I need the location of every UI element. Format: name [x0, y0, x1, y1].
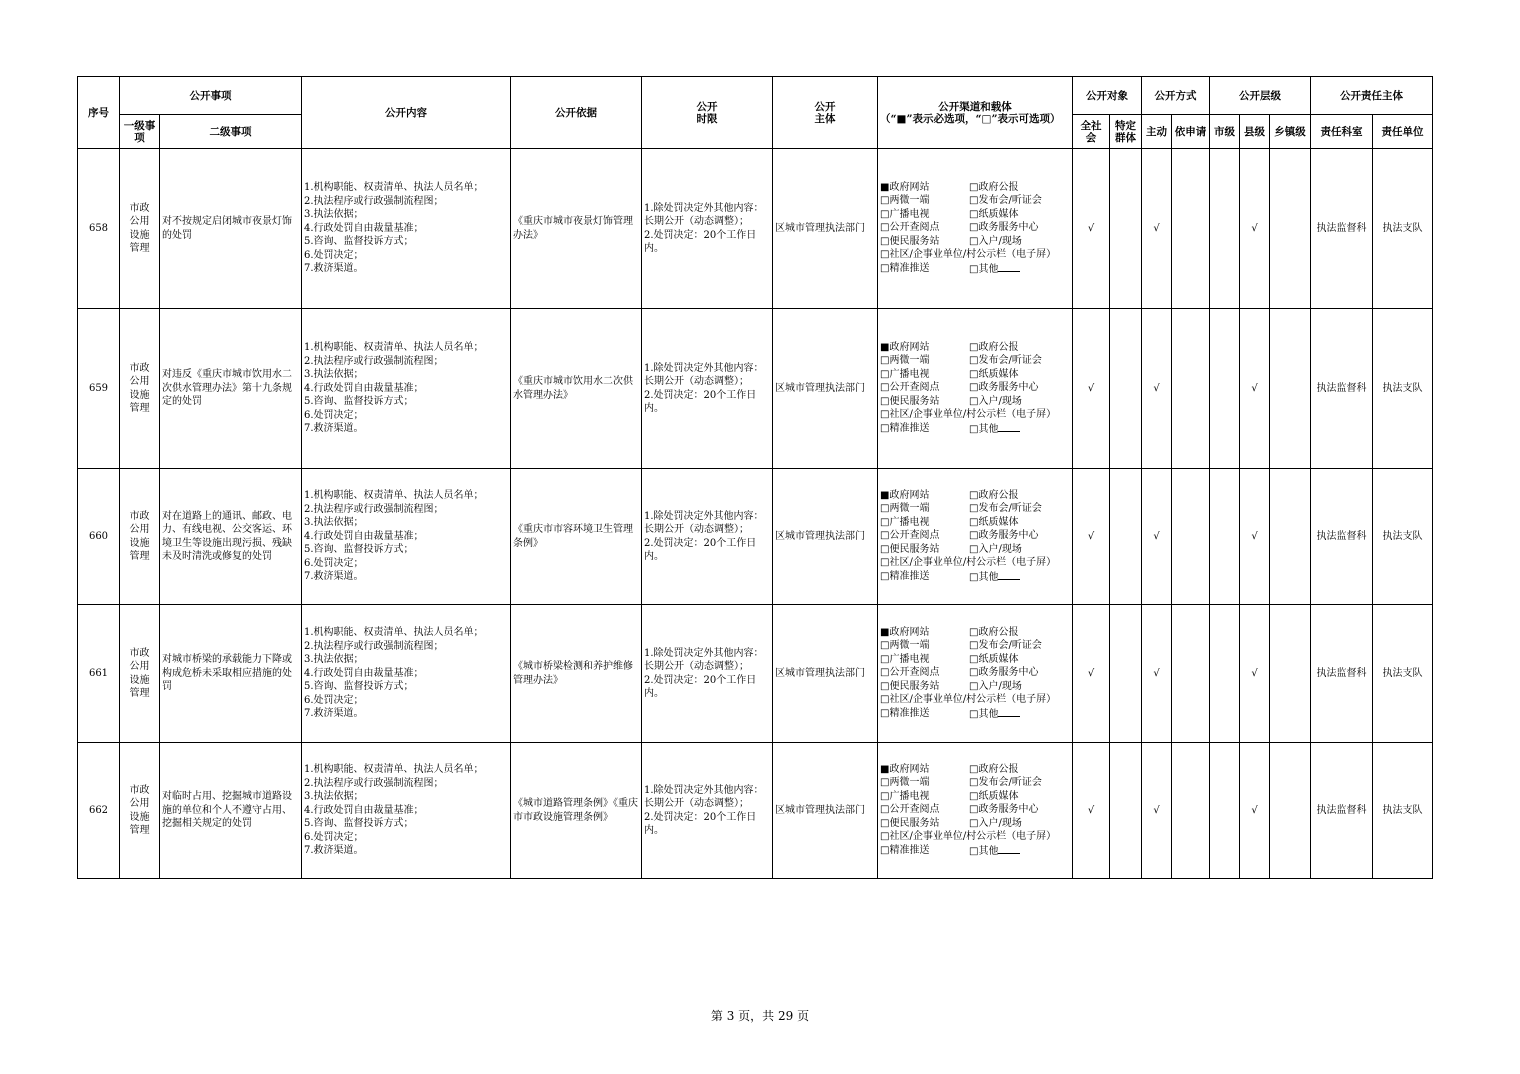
channel-option: □其他 [969, 262, 1070, 277]
row-time-limit-text: 1.除处罚决定外其他内容：长期公开（动态调整）； 2.处罚决定：20个工作日内。 [644, 784, 764, 836]
disclosure-table [77, 76, 1433, 879]
row-subject: 区城市管理执法部门 [773, 149, 878, 309]
row-level1-text: 市政公用设施管理 [129, 362, 150, 414]
row-time-limit [642, 309, 773, 469]
channel-option: □发布会/听证会 [969, 355, 1042, 367]
content-line: 3.执法依据； [304, 791, 364, 803]
channel-option: □社区/企事业单位/村公示栏（电子屏） [880, 831, 1057, 843]
channel-option: □便民服务站 [880, 680, 940, 692]
channel-option: □政务服务中心 [969, 382, 1039, 394]
content-line: 1.机构职能、权责清单、执法人员名单； [304, 490, 484, 502]
channel-option: □其他 [969, 422, 1070, 437]
header-subject-text: 公开主体 [814, 100, 836, 125]
row-content [302, 743, 511, 879]
row-level-city [1210, 469, 1240, 605]
row-level2: 对城市桥梁的承载能力下降或构成危桥未采取相应措施的处罚 [160, 605, 302, 743]
row-resp-unit: 执法支队 [1373, 743, 1433, 879]
header-level1-text: 一级事项 [123, 119, 156, 144]
row-method-request [1172, 605, 1210, 743]
channel-option: □政务服务中心 [969, 804, 1039, 816]
channel-row [880, 707, 1070, 722]
row-level2: 对违反《重庆市城市饮用水二次供水管理办法》第十九条规定的处罚 [160, 309, 302, 469]
header-target: 公开对象 [1073, 77, 1142, 115]
row-seq: 659 [78, 309, 120, 469]
channel-option: □发布会/听证会 [969, 777, 1042, 789]
channel-row [880, 248, 1070, 262]
channel-row [880, 422, 1070, 437]
channel-row [880, 221, 1070, 235]
content-line: 4.行政处罚自由裁量基准； [304, 804, 424, 816]
row-level2: 对在道路上的通讯、邮政、电力、有线电视、公交客运、环境卫生等设施出现污损、残缺未及时清洗或修复的处罚 [160, 469, 302, 605]
channel-option: □入户/现场 [969, 235, 1022, 247]
row-level-city [1210, 605, 1240, 743]
channel-row [880, 502, 1070, 516]
channel-row [880, 516, 1070, 530]
content-line: 3.执法依据； [304, 369, 364, 381]
row-level-city [1210, 149, 1240, 309]
row-content [302, 469, 511, 605]
row-level-city [1210, 309, 1240, 469]
channel-option: ■政府网站 [880, 181, 930, 193]
channel-row [880, 354, 1070, 368]
channel-option: □公开查阅点 [880, 804, 940, 816]
header-target-specific-text: 特定群体 [1115, 119, 1136, 144]
content-line: 4.行政处罚自由裁量基准； [304, 667, 424, 679]
header-resp: 公开责任主体 [1311, 77, 1433, 115]
header-content: 公开内容 [302, 77, 511, 149]
channel-row [880, 776, 1070, 790]
row-channels [878, 149, 1073, 309]
content-line: 2.执法程序或行政强制流程图； [304, 640, 444, 652]
row-level-town [1270, 743, 1311, 879]
row-resp-unit: 执法支队 [1373, 309, 1433, 469]
header-channel [878, 77, 1073, 149]
row-resp-unit: 执法支队 [1373, 605, 1433, 743]
content-line: 6.处罚决定； [304, 557, 364, 569]
content-line: 5.咨询、监督投诉方式； [304, 396, 414, 408]
row-channels [878, 605, 1073, 743]
header-seq: 序号 [78, 77, 120, 149]
channel-option: □入户/现场 [969, 543, 1022, 555]
channel-row [880, 208, 1070, 222]
channel-option: ■政府网站 [880, 626, 930, 638]
header-method-request: 依申请 [1172, 115, 1210, 149]
row-time-limit [642, 149, 773, 309]
row-level1 [120, 469, 160, 605]
table-row [78, 469, 1433, 605]
header-level1 [120, 115, 160, 149]
channel-option: □纸质媒体 [969, 653, 1019, 665]
blank-line [998, 422, 1020, 432]
content-line: 6.处罚决定； [304, 409, 364, 421]
row-level-town [1270, 309, 1311, 469]
channel-row [880, 368, 1070, 382]
header-target-specific [1110, 115, 1142, 149]
row-time-limit [642, 743, 773, 879]
content-line: 6.处罚决定； [304, 831, 364, 843]
row-seq: 660 [78, 469, 120, 605]
channel-option: □纸质媒体 [969, 368, 1019, 380]
row-level2: 对不按规定启闭城市夜景灯饰的处罚 [160, 149, 302, 309]
row-level1-text: 市政公用设施管理 [129, 202, 150, 254]
blank-line [998, 844, 1020, 854]
row-method-active: √ [1142, 605, 1172, 743]
channel-option: □其他 [969, 844, 1070, 859]
row-time-limit-text: 1.除处罚决定外其他内容：长期公开（动态调整）； 2.处罚决定：20个工作日内。 [644, 202, 764, 254]
channel-option: ■政府网站 [880, 763, 930, 775]
channel-row [880, 626, 1070, 640]
channel-row [880, 570, 1070, 585]
channel-option: □纸质媒体 [969, 790, 1019, 802]
channel-row [880, 489, 1070, 503]
table-row [78, 605, 1433, 743]
content-line: 6.处罚决定； [304, 249, 364, 261]
channel-row [880, 666, 1070, 680]
channel-row [880, 693, 1070, 707]
content-line: 7.救济渠道。 [304, 571, 364, 583]
channel-option: □其他 [969, 707, 1070, 722]
row-target-all: √ [1073, 743, 1110, 879]
channel-option: □政府公报 [969, 489, 1019, 501]
channel-option: □精准推送 [880, 707, 930, 719]
channel-option: □政府公报 [969, 181, 1019, 193]
row-basis: 《重庆市城市夜景灯饰管理办法》 [511, 149, 642, 309]
channel-option: □便民服务站 [880, 543, 940, 555]
channel-option: □发布会/听证会 [969, 503, 1042, 515]
row-method-active: √ [1142, 149, 1172, 309]
content-line: 4.行政处罚自由裁量基准； [304, 382, 424, 394]
table-row [78, 309, 1433, 469]
row-method-request [1172, 149, 1210, 309]
channel-option: □社区/企事业单位/村公示栏（电子屏） [880, 694, 1057, 706]
row-level1-text: 市政公用设施管理 [129, 784, 150, 836]
channel-row [880, 803, 1070, 817]
header-resp-unit: 责任单位 [1373, 115, 1433, 149]
row-seq: 661 [78, 605, 120, 743]
row-level1 [120, 309, 160, 469]
channel-option: □两微一端 [880, 503, 930, 515]
row-seq: 658 [78, 149, 120, 309]
row-subject: 区城市管理执法部门 [773, 309, 878, 469]
channel-option: □政府公报 [969, 763, 1019, 775]
row-time-limit [642, 605, 773, 743]
channel-option: □广播电视 [880, 653, 930, 665]
page-footer: 第 3 页，共 29 页 [710, 1009, 810, 1023]
row-level-town [1270, 605, 1311, 743]
table-row [78, 149, 1433, 309]
channel-row [880, 639, 1070, 653]
row-seq: 662 [78, 743, 120, 879]
row-method-active: √ [1142, 469, 1172, 605]
content-line: 3.执法依据； [304, 517, 364, 529]
content-line: 2.执法程序或行政强制流程图； [304, 777, 444, 789]
row-level-county: √ [1240, 743, 1270, 879]
row-level-county: √ [1240, 149, 1270, 309]
row-target-all: √ [1073, 605, 1110, 743]
header-channel-title: 公开渠道和载体 [938, 100, 1012, 113]
row-target-specific [1110, 743, 1142, 879]
row-level1 [120, 743, 160, 879]
channel-option: □精准推送 [880, 262, 930, 274]
row-level1-text: 市政公用设施管理 [129, 510, 150, 562]
row-subject: 区城市管理执法部门 [773, 605, 878, 743]
channel-row [880, 790, 1070, 804]
row-resp-dept: 执法监督科 [1311, 743, 1373, 879]
channel-option: □政府公报 [969, 626, 1019, 638]
header-method: 公开方式 [1142, 77, 1210, 115]
content-line: 2.执法程序或行政强制流程图； [304, 503, 444, 515]
row-method-request [1172, 743, 1210, 879]
channel-option: □纸质媒体 [969, 208, 1019, 220]
row-channels [878, 743, 1073, 879]
channel-option: □政府公报 [969, 341, 1019, 353]
channel-row [880, 395, 1070, 409]
channel-option: □入户/现场 [969, 817, 1022, 829]
row-level1 [120, 605, 160, 743]
blank-line [998, 707, 1020, 717]
header-target-all [1073, 115, 1110, 149]
channel-option: □公开查阅点 [880, 667, 940, 679]
header-target-all-text: 全社会 [1080, 119, 1102, 144]
row-level-town [1270, 149, 1311, 309]
blank-line [998, 262, 1020, 272]
channel-option: □社区/企事业单位/村公示栏（电子屏） [880, 557, 1057, 569]
content-line: 7.救济渠道。 [304, 845, 364, 857]
row-level-county: √ [1240, 605, 1270, 743]
content-line: 7.救济渠道。 [304, 708, 364, 720]
channel-option: □社区/企事业单位/村公示栏（电子屏） [880, 409, 1057, 421]
row-resp-dept: 执法监督科 [1311, 605, 1373, 743]
channel-option: □便民服务站 [880, 395, 940, 407]
row-basis: 《重庆市城市饮用水二次供水管理办法》 [511, 309, 642, 469]
channel-option: □社区/企事业单位/村公示栏（电子屏） [880, 249, 1057, 261]
content-line: 5.咨询、监督投诉方式； [304, 236, 414, 248]
header-subject [773, 77, 878, 149]
channel-option: □政务服务中心 [969, 222, 1039, 234]
table-row [78, 743, 1433, 879]
row-channels [878, 469, 1073, 605]
row-time-limit-text: 1.除处罚决定外其他内容：长期公开（动态调整）； 2.处罚决定：20个工作日内。 [644, 510, 764, 562]
header-channel-note: （“■”表示必选项，“□”表示可选项） [880, 112, 1061, 125]
row-level1 [120, 149, 160, 309]
channel-row [880, 556, 1070, 570]
header-level-town: 乡镇级 [1270, 115, 1311, 149]
channel-option: □两微一端 [880, 355, 930, 367]
row-resp-unit: 执法支队 [1373, 469, 1433, 605]
channel-option: □政务服务中心 [969, 667, 1039, 679]
channel-row [880, 817, 1070, 831]
row-resp-dept: 执法监督科 [1311, 149, 1373, 309]
channel-row [880, 529, 1070, 543]
header-level-county: 县级 [1240, 115, 1270, 149]
channel-row [880, 543, 1070, 557]
row-target-specific [1110, 149, 1142, 309]
row-target-specific [1110, 469, 1142, 605]
row-target-all: √ [1073, 469, 1110, 605]
row-level-town [1270, 469, 1311, 605]
content-line: 5.咨询、监督投诉方式； [304, 818, 414, 830]
content-line: 7.救济渠道。 [304, 423, 364, 435]
channel-option: □便民服务站 [880, 817, 940, 829]
channel-option: □政务服务中心 [969, 530, 1039, 542]
channel-row [880, 830, 1070, 844]
channel-option: □公开查阅点 [880, 382, 940, 394]
channel-row [880, 341, 1070, 355]
row-target-all: √ [1073, 149, 1110, 309]
row-time-limit-text: 1.除处罚决定外其他内容：长期公开（动态调整）； 2.处罚决定：20个工作日内。 [644, 647, 764, 699]
content-line: 4.行政处罚自由裁量基准； [304, 222, 424, 234]
row-level-county: √ [1240, 309, 1270, 469]
row-time-limit [642, 469, 773, 605]
row-level-county: √ [1240, 469, 1270, 605]
row-content [302, 605, 511, 743]
content-line: 7.救济渠道。 [304, 263, 364, 275]
channel-option: □纸质媒体 [969, 516, 1019, 528]
row-target-specific [1110, 309, 1142, 469]
row-basis: 《城市桥梁检测和养护维修管理办法》 [511, 605, 642, 743]
channel-row [880, 181, 1070, 195]
header-level2: 二级事项 [160, 115, 302, 149]
channel-option: ■政府网站 [880, 341, 930, 353]
channel-option: □发布会/听证会 [969, 195, 1042, 207]
row-content [302, 149, 511, 309]
header-time-limit-text: 公开时限 [696, 100, 718, 125]
content-line: 6.处罚决定； [304, 694, 364, 706]
content-line: 1.机构职能、权责清单、执法人员名单； [304, 627, 484, 639]
header-method-active: 主动 [1142, 115, 1172, 149]
channel-option: □精准推送 [880, 570, 930, 582]
channel-option: □其他 [969, 570, 1070, 585]
content-line: 1.机构职能、权责清单、执法人员名单； [304, 182, 484, 194]
channel-option: □便民服务站 [880, 235, 940, 247]
channel-row [880, 653, 1070, 667]
blank-line [998, 570, 1020, 580]
row-target-all: √ [1073, 309, 1110, 469]
content-line: 2.执法程序或行政强制流程图； [304, 195, 444, 207]
row-level2: 对临时占用、挖掘城市道路设施的单位和个人不遵守占用、挖掘相关规定的处罚 [160, 743, 302, 879]
content-line: 1.机构职能、权责清单、执法人员名单； [304, 764, 484, 776]
row-method-request [1172, 309, 1210, 469]
channel-option: ■政府网站 [880, 489, 930, 501]
channel-row [880, 262, 1070, 277]
channel-option: □精准推送 [880, 844, 930, 856]
channel-row [880, 763, 1070, 777]
channel-option: □入户/现场 [969, 680, 1022, 692]
header-level-city: 市级 [1210, 115, 1240, 149]
channel-option: □两微一端 [880, 777, 930, 789]
channel-row [880, 844, 1070, 859]
channel-option: □入户/现场 [969, 395, 1022, 407]
row-method-active: √ [1142, 309, 1172, 469]
channel-row [880, 235, 1070, 249]
row-channels [878, 309, 1073, 469]
header-basis: 公开依据 [511, 77, 642, 149]
row-resp-dept: 执法监督科 [1311, 469, 1373, 605]
row-resp-unit: 执法支队 [1373, 149, 1433, 309]
row-method-request [1172, 469, 1210, 605]
header-time-limit [642, 77, 773, 149]
row-subject: 区城市管理执法部门 [773, 469, 878, 605]
channel-row [880, 408, 1070, 422]
channel-option: □精准推送 [880, 422, 930, 434]
content-line: 3.执法依据； [304, 209, 364, 221]
content-line: 4.行政处罚自由裁量基准； [304, 530, 424, 542]
row-target-specific [1110, 605, 1142, 743]
row-time-limit-text: 1.除处罚决定外其他内容：长期公开（动态调整）； 2.处罚决定：20个工作日内。 [644, 362, 764, 414]
header-matter: 公开事项 [120, 77, 302, 115]
channel-option: □两微一端 [880, 195, 930, 207]
content-line: 5.咨询、监督投诉方式； [304, 544, 414, 556]
channel-option: □广播电视 [880, 516, 930, 528]
header-resp-dept: 责任科室 [1311, 115, 1373, 149]
channel-option: □公开查阅点 [880, 530, 940, 542]
content-line: 2.执法程序或行政强制流程图； [304, 355, 444, 367]
row-level-city [1210, 743, 1240, 879]
row-basis: 《重庆市市容环境卫生管理条例》 [511, 469, 642, 605]
row-method-active: √ [1142, 743, 1172, 879]
channel-row [880, 381, 1070, 395]
channel-option: □两微一端 [880, 640, 930, 652]
channel-row [880, 680, 1070, 694]
row-basis: 《城市道路管理条例》《重庆市市政设施管理条例》 [511, 743, 642, 879]
content-line: 3.执法依据； [304, 654, 364, 666]
row-resp-dept: 执法监督科 [1311, 309, 1373, 469]
channel-option: □广播电视 [880, 208, 930, 220]
row-level1-text: 市政公用设施管理 [129, 647, 150, 699]
channel-option: □广播电视 [880, 790, 930, 802]
content-line: 1.机构职能、权责清单、执法人员名单； [304, 342, 484, 354]
content-line: 5.咨询、监督投诉方式； [304, 681, 414, 693]
row-content [302, 309, 511, 469]
channel-row [880, 194, 1070, 208]
header-level: 公开层级 [1210, 77, 1311, 115]
row-subject: 区城市管理执法部门 [773, 743, 878, 879]
channel-option: □公开查阅点 [880, 222, 940, 234]
channel-option: □发布会/听证会 [969, 640, 1042, 652]
channel-option: □广播电视 [880, 368, 930, 380]
